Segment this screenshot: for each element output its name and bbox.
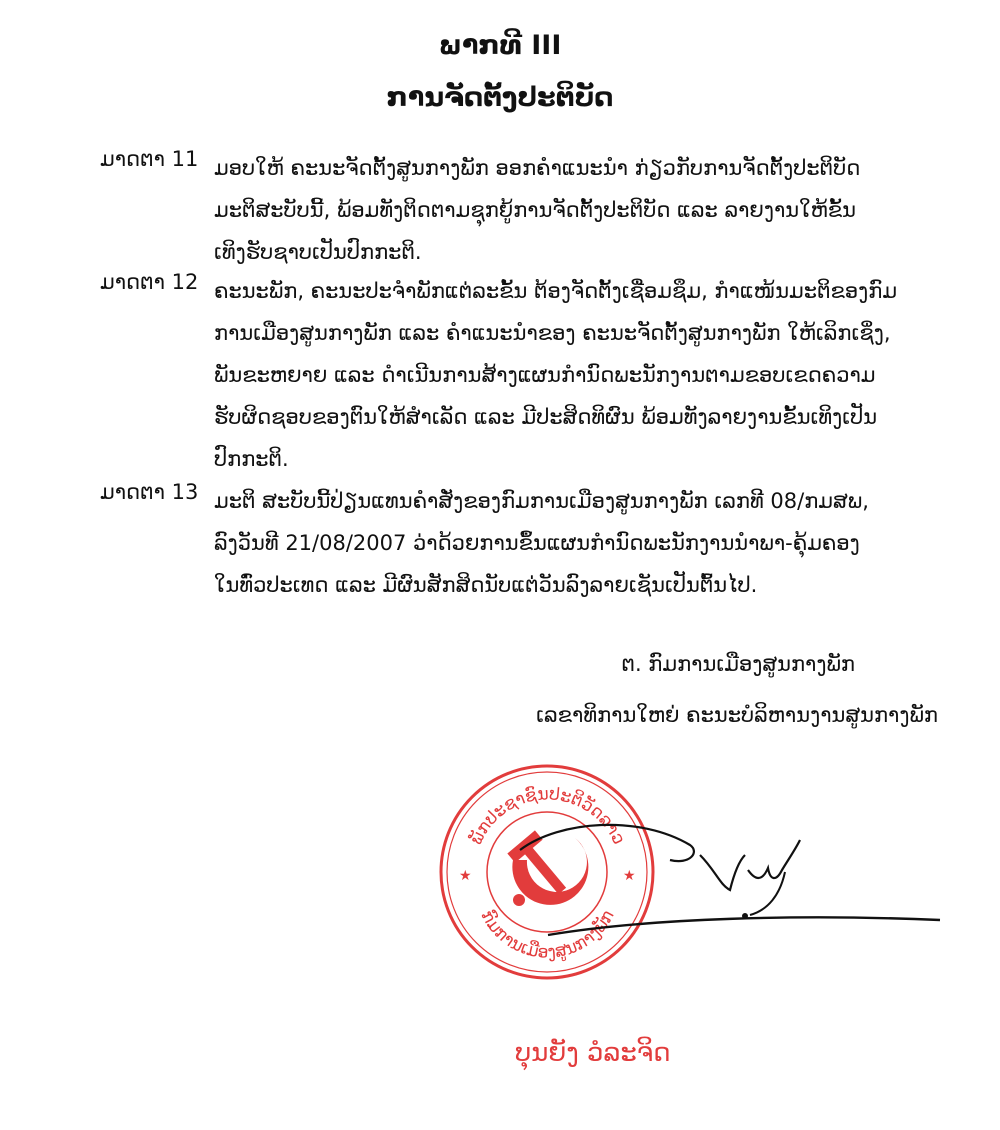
stamp-text-bottom: ກົມການເມືອງສູນກາງພັກ [476, 907, 619, 963]
article-line: ມະຕິສະບັບນີ້, ພ້ອມທັງຕິດຕາມຊຸກຍູ້ການຈັດຕັ້ງປະຕິບັດ ແລະ ລາຍງານໃຫ້ຂັ້ນ [214, 198, 856, 222]
signature-title-line: ເລຂາທິການໃຫຍ່ ຄະນະບໍລິຫານງານສູນກາງພັກ [536, 703, 938, 727]
article-line: ມະຕິ ສະບັບນີ້ປ່ຽນແທນຄຳສັ່ງຂອງກົມການເມືອງສູນກາງພັກ ເລກທີ 08/ກມສພ, [214, 489, 869, 513]
part-heading: ພາກທີ III [438, 30, 562, 61]
article-line: ມອບໃຫ້ ຄະນະຈັດຕັ້ງສູນກາງພັກ ອອກຄຳແນະນຳ ກ່ຽວກັບການຈັດຕັ້ງປະຕິບັດ [214, 156, 861, 180]
article-label: ມາດຕາ 13 [100, 480, 199, 504]
signer-name: ບຸນຍັງ ວໍລະຈິດ [515, 1038, 671, 1068]
article-line: ຮັບຜິດຊອບຂອງຕົນໃຫ້ສຳເລັດ ແລະ ມີປະສິດທິຜົນ ພ້ອມທັງລາຍງານຂັ້ນເທິງເປັນ [214, 405, 878, 429]
article-line: ການເມືອງສູນກາງພັກ ແລະ ຄຳແນະນຳຂອງ ຄະນະຈັດຕັ້ງສູນກາງພັກ ໃຫ້ເລິກເຊິ່ງ, [214, 321, 891, 345]
stamp-star-right: ★ [623, 868, 636, 884]
article-line: ໃນທົ່ວປະເທດ ແລະ ມີຜົນສັກສິດນັບແຕ່ວັນລົງລາຍເຊັນເປັນຕົ້ນໄປ. [214, 573, 758, 597]
section-title: ການຈັດຕັ້ງປະຕິບັດ [386, 82, 614, 113]
article-line: ເທິງຮັບຊາບເປັນປົກກະຕິ. [214, 240, 422, 264]
article-line: ພັນຂະຫຍາຍ ແລະ ດຳເນີນການສ້າງແຜນກຳນົດພະນັກງານຕາມຂອບເຂດຄວາມ [214, 363, 876, 387]
article-line: ລົງວັນທີ 21/08/2007 ວ່າດ້ວຍການຂຶ້ນແຜນກຳນົດພະນັກງານນຳພາ-ຄຸ້ມຄອງ [214, 531, 860, 555]
article-line: ຄະນະພັກ, ຄະນະປະຈຳພັກແຕ່ລະຂັ້ນ ຕ້ອງຈັດຕັ້ງເຊື່ອມຊຶມ, ກຳແໜ້ນມະຕິຂອງກົມ [214, 279, 898, 303]
article-body [214, 480, 1000, 606]
stamp-text-top: ພັກປະຊາຊົນປະຕິວັດລາວ [466, 784, 629, 848]
article-body [214, 270, 1000, 480]
article-body [214, 147, 1000, 273]
article-label: ມາດຕາ 11 [100, 147, 199, 171]
handwritten-signature [500, 810, 950, 960]
stamp-star-left: ★ [459, 868, 472, 884]
article-label: ມາດຕາ 12 [100, 270, 199, 294]
signature-authority-line: ຕ. ກົມການເມືອງສູນກາງພັກ [621, 652, 855, 676]
article-line: ປົກກະຕິ. [214, 447, 289, 471]
